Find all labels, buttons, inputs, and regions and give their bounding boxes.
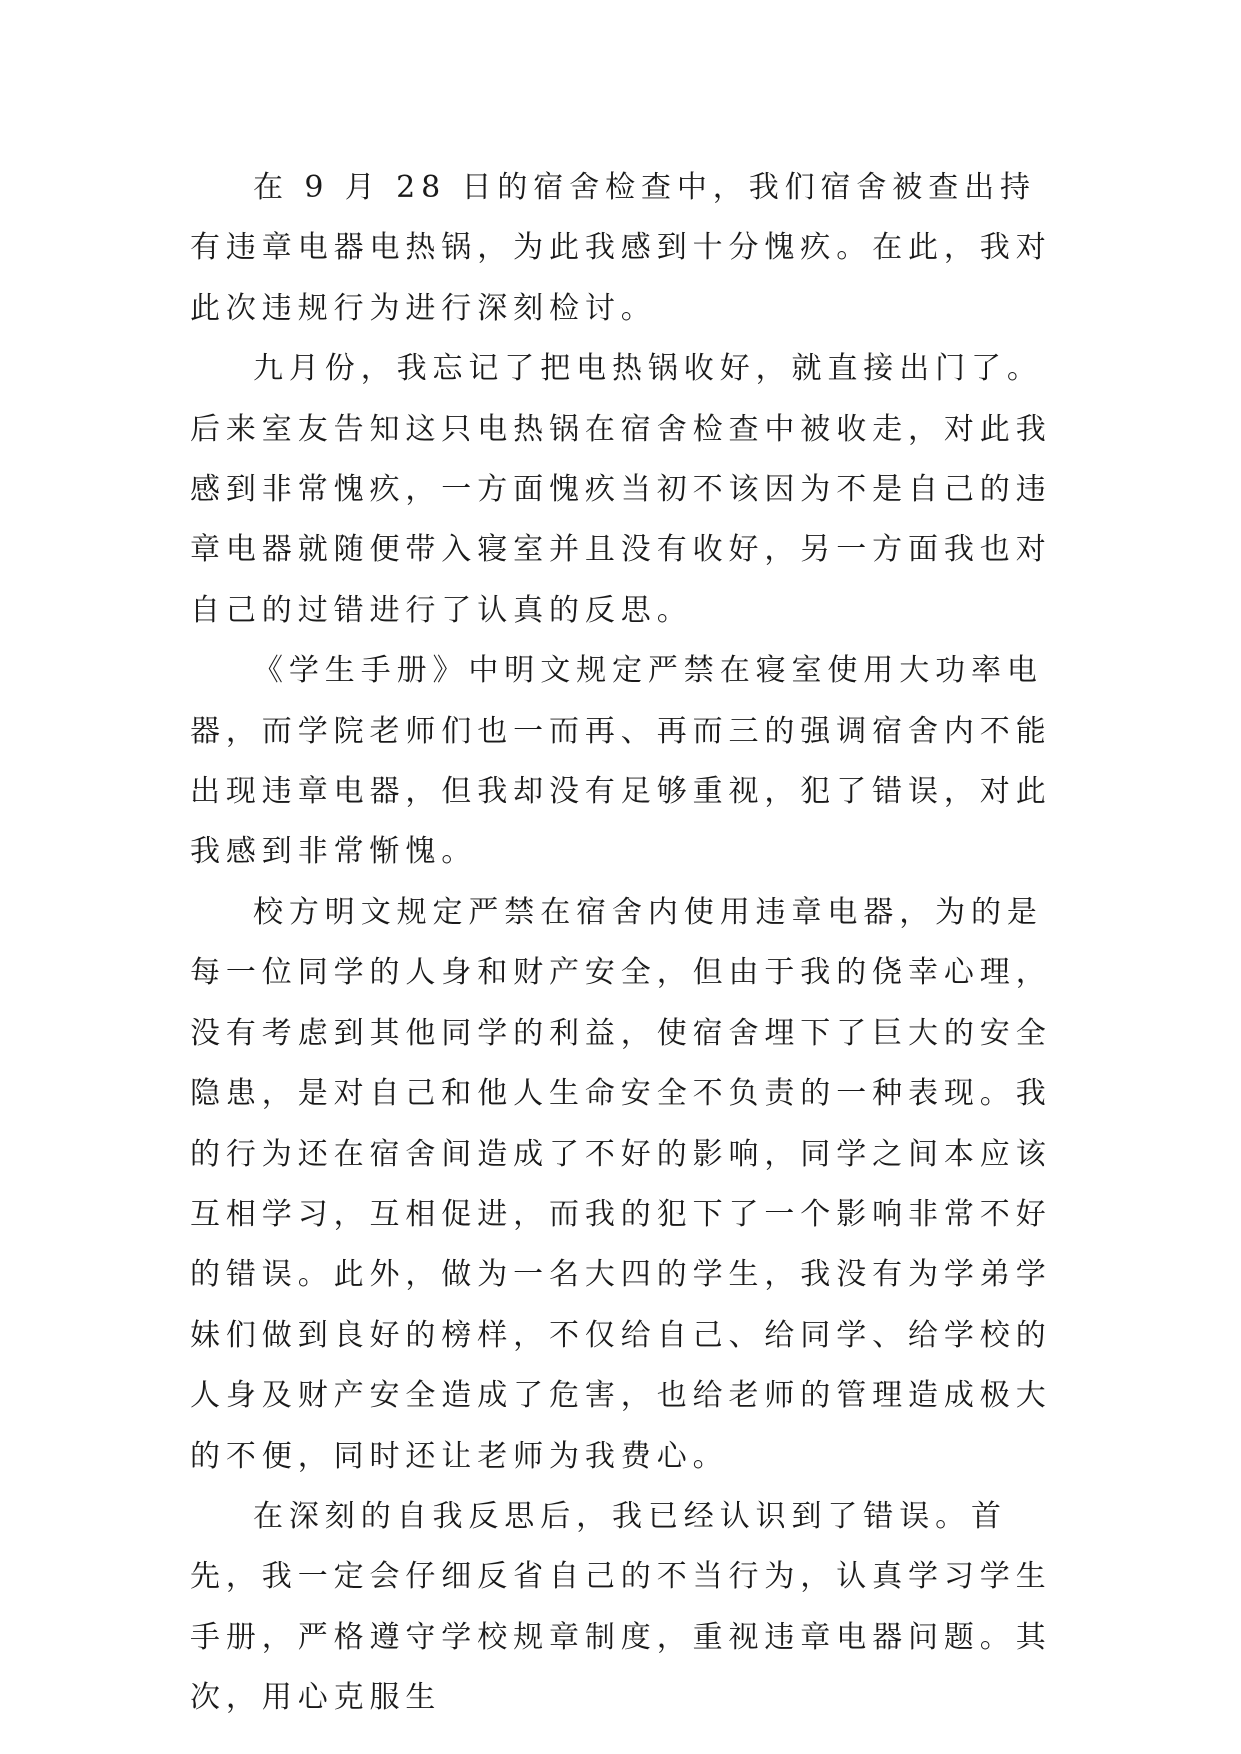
paragraph-student-handbook: 《学生手册》中明文规定严禁在寝室使用大功率电器，而学院老师们也一而再、再而三的强调宿舍内不能出现违章电器，但我却没有足够重视，犯了错误，对此我感到非常惭愧。 (190, 653, 1052, 870)
document-body (190, 158, 1052, 1729)
paragraph-forgot-cooker: 九月份，我忘记了把电热锅收好，就直接出门了。后来室友告知这只电热锅在宿舍检查中被收走，对此我感到非常愧疚，一方面愧疚当初不该因为不是自己的违章电器就随便带入寝室并且没有收好，另一方面我也对自己的过错进行了认真的反思。 (190, 351, 1052, 628)
paragraph-self-reflection: 在深刻的自我反思后，我已经认识到了错误。首先，我一定会仔细反省自己的不当行为，认真学习学生手册，严格遵守学校规章制度，重视违章电器问题。其次，用心克服生 (190, 1498, 1052, 1716)
paragraph-safety-impact: 校方明文规定严禁在宿舍内使用违章电器，为的是每一位同学的人身和财产安全，但由于我的侥幸心理，没有考虑到其他同学的利益，使宿舍埋下了巨大的安全隐患，是对自己和他人生命安全不负责的一种表现。我的行为还在宿舍间造成了不好的影响，同学之间本应该互相学习，互相促进，而我的犯下了一个影响非常不好的错误。此外，做为一名大四的学生，我没有为学弟学妹们做到良好的榜样，不仅给自己、给同学、给学校的人身及财产安全造成了危害，也给老师的管理造成极大的不便，同时还让老师为我费心。 (190, 894, 1052, 1474)
paragraph-inspection-result: 在 9 月 28 日的宿舍检查中，我们宿舍被查出持有违章电器电热锅，为此我感到十分愧疚。在此，我对此次违规行为进行深刻检讨。 (190, 170, 1052, 326)
